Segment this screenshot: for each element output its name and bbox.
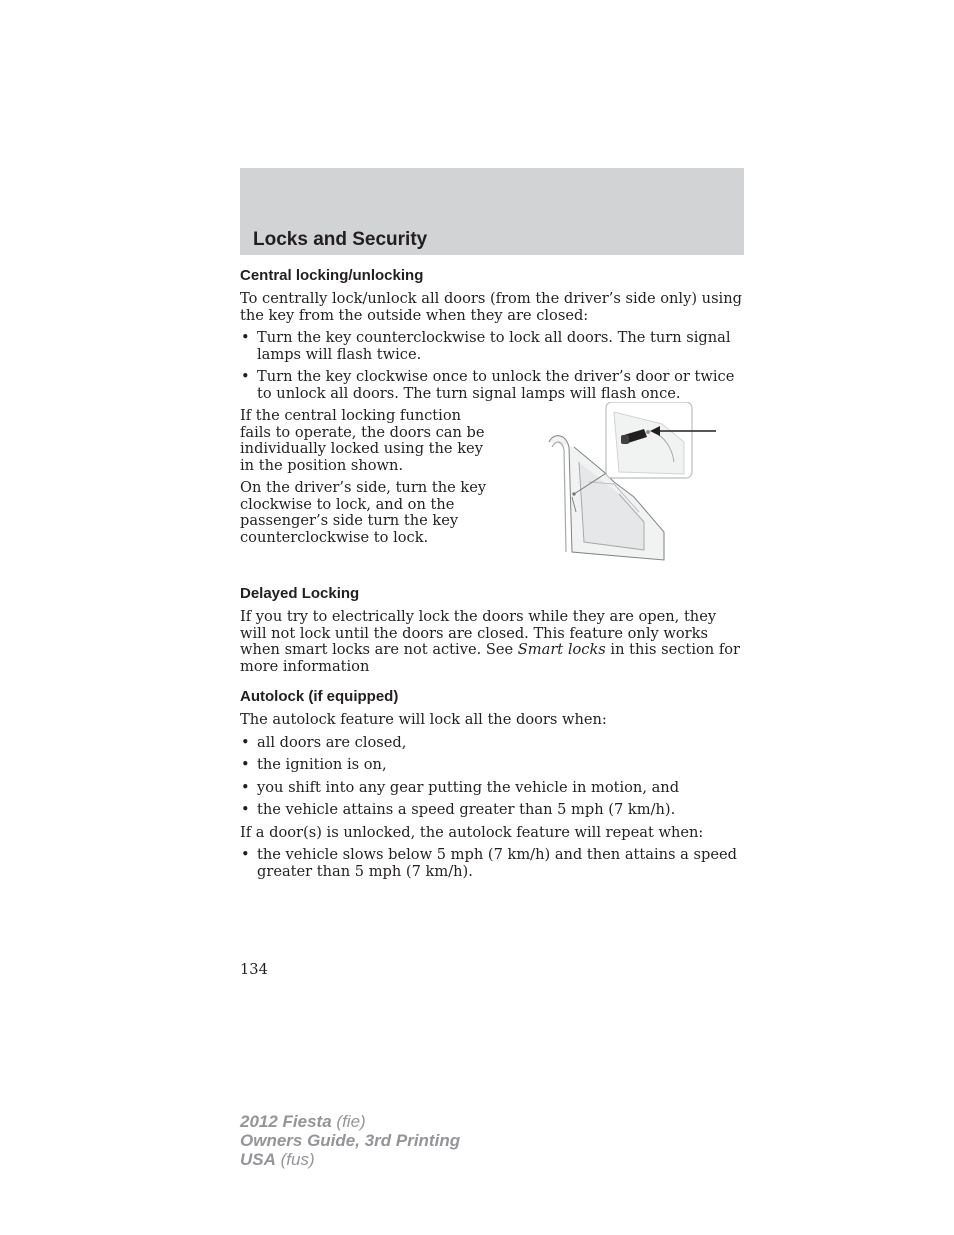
list-item: • all doors are closed, xyxy=(240,735,744,752)
footer-guide: Owners Guide, 3rd Printing xyxy=(240,1131,461,1150)
heading-delayed-locking: Delayed Locking xyxy=(240,585,360,602)
central-para-1: If the central locking function fails to operate, the doors can be individually locked using the key in the position shown. xyxy=(240,407,485,474)
publication-footer xyxy=(240,1112,460,1169)
delayed-paragraph xyxy=(240,609,744,675)
central-intro: To centrally lock/unlock all doors (from the driver’s side only) using the key from the outside when they are closed: xyxy=(240,290,742,324)
delayed-text: If you try to electrically lock the doors while they are open, they will not lock until the doors are closed. This feature only works when smart locks are not active. See xyxy=(240,608,717,658)
autolock-intro: The autolock feature will lock all the doors when: xyxy=(240,711,607,728)
central-bullet-list xyxy=(240,330,744,402)
footer-model-code: (fie) xyxy=(336,1112,366,1131)
list-item: • you shift into any gear putting the vehicle in motion, and xyxy=(240,780,744,797)
section-header-band xyxy=(240,168,744,255)
central-fallback-text xyxy=(240,408,488,564)
footer-market: USA xyxy=(240,1150,276,1169)
page-number: 134 xyxy=(240,961,268,978)
smart-locks-reference: Smart locks xyxy=(517,641,606,658)
list-item: • Turn the key clockwise once to unlock the driver’s door or twice to unlock all doors. The turn signal lamps will flash once. xyxy=(240,369,744,402)
list-item: • the vehicle attains a speed greater than 5 mph (7 km/h). xyxy=(240,802,744,819)
heading-autolock: Autolock (if equipped) xyxy=(240,688,399,705)
footer-line-guide xyxy=(240,1131,460,1150)
door-key-lock-illustration xyxy=(544,402,774,564)
autolock-repeat-intro: If a door(s) is unlocked, the autolock feature will repeat when: xyxy=(240,823,704,841)
section-title: Locks and Security xyxy=(253,229,428,250)
autolock-repeat-list xyxy=(240,847,744,880)
list-item: • the vehicle slows below 5 mph (7 km/h) and then attains a speed greater than 5 mph (7 km/h). xyxy=(240,847,744,880)
central-fallback-row xyxy=(240,408,744,564)
central-para-2: On the driver’s side, turn the key clockwise to lock, and on the passenger’s side turn the key counterclockwise to lock. xyxy=(240,479,487,546)
autolock-bullet-list xyxy=(240,735,744,819)
footer-market-code: (fus) xyxy=(280,1150,315,1169)
page-content xyxy=(240,266,744,886)
list-item: • Turn the key counterclockwise to lock all doors. The turn signal lamps will flash twice. xyxy=(240,330,744,363)
footer-line-market xyxy=(240,1150,460,1169)
delayed-text-end: in this section for more information xyxy=(240,641,741,675)
footer-line-model xyxy=(240,1112,460,1131)
list-item: • the ignition is on, xyxy=(240,757,744,774)
heading-central-locking: Central locking/unlocking xyxy=(240,267,424,284)
footer-model: 2012 Fiesta xyxy=(240,1112,332,1131)
